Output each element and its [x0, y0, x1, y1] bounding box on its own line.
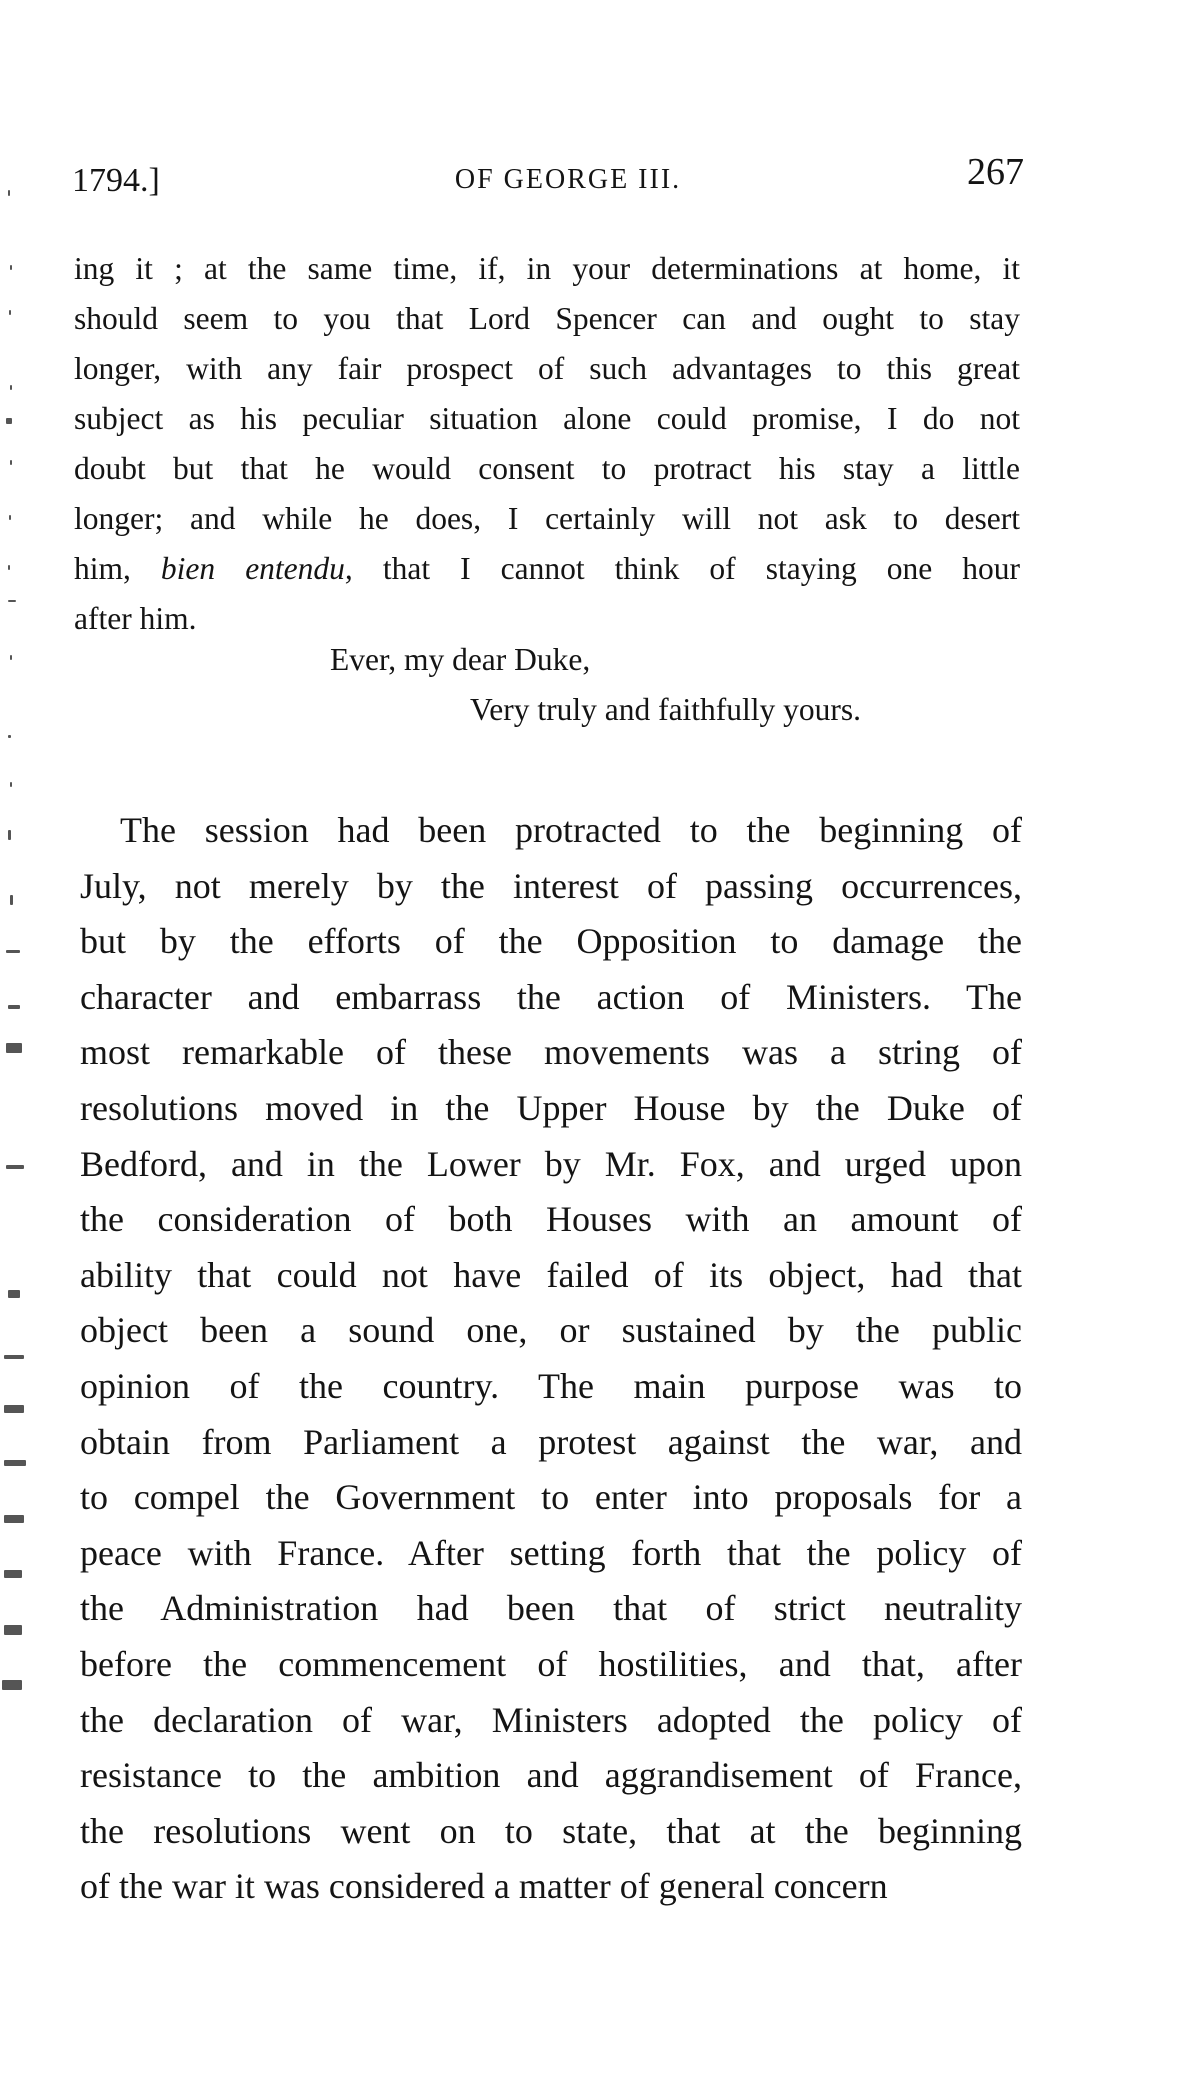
narrative-line: character and embarrass the action of Ministers. The [80, 976, 1022, 1017]
italic-line-after: that I cannot think of staying one hour [352, 551, 1020, 586]
letter-salutation: Ever, my dear Duke, [330, 642, 591, 677]
bleed-speck [4, 1405, 24, 1413]
narrative-line: Bedford, and in the Lower by Mr. Fox, and urged upon [80, 1143, 1022, 1184]
bleed-speck [6, 950, 20, 953]
narrative-line: the Administration had been that of strict neutrality [80, 1588, 1022, 1629]
bleed-speck [9, 310, 11, 315]
letter-last-line: after him. [74, 601, 197, 636]
letter-signoff: Very truly and faithfully yours. [470, 692, 862, 727]
narrative-line: July, not merely by the interest of passing occurrences, [80, 865, 1022, 906]
bleed-speck [10, 895, 13, 905]
bleed-speck [8, 565, 10, 570]
bleed-speck [4, 1570, 22, 1578]
narrative-line: the declaration of war, Ministers adopted the policy of [80, 1699, 1022, 1740]
header-year: 1794.] [72, 162, 160, 199]
bleed-speck [6, 1165, 24, 1169]
narrative-line: ability that could not have failed of its object, had that [80, 1254, 1022, 1295]
italic-phrase: bien entendu, [160, 551, 353, 586]
facing-page-bleed [0, 160, 40, 2020]
narrative-line: but by the efforts of the Opposition to damage the [80, 921, 1022, 962]
letter-line: longer; and while he does, I certainly will not ask to desert [74, 501, 1020, 536]
narrative-line: most remarkable of these movements was a string of [80, 1032, 1022, 1073]
narrative-line: to compel the Government to enter into proposals for a [80, 1477, 1022, 1518]
letter-line: should seem to you that Lord Spencer can and ought to stay [74, 301, 1020, 336]
bleed-speck [10, 782, 12, 787]
narrative-line: The session had been protracted to the beginning of [120, 810, 1022, 850]
narrative-line: object been a sound one, or sustained by the public [80, 1310, 1022, 1351]
letter-line: ing it ; at the same time, if, in your determinations at home, it [74, 251, 1020, 286]
bleed-speck [10, 385, 12, 390]
narrative-paragraph [80, 803, 1022, 1915]
bleed-speck [10, 460, 12, 465]
page-number: 267 [967, 151, 1024, 193]
letter-line: longer, with any fair prospect of such advantages to this great [74, 351, 1020, 386]
narrative-line: opinion of the country. The main purpose was to [80, 1365, 1022, 1406]
bleed-speck [4, 1625, 22, 1635]
narrative-line: resistance to the ambition and aggrandisement of France, [80, 1755, 1022, 1796]
narrative-line: obtain from Parliament a protest against the war, and [80, 1421, 1022, 1462]
bleed-speck [8, 735, 11, 738]
bleed-speck [8, 1005, 20, 1009]
narrative-line: before the commencement of hostilities, and that, after [80, 1643, 1022, 1684]
bleed-speck [8, 1290, 20, 1298]
italic-line-before: him, [74, 551, 161, 586]
letter-line-italic [74, 544, 1020, 594]
running-header [72, 150, 1024, 210]
bleed-speck [8, 600, 16, 602]
narrative-line: the resolutions went on to state, that at the beginning [80, 1810, 1022, 1851]
narrative-line: the consideration of both Houses with an amount of [80, 1199, 1022, 1240]
bleed-speck [9, 515, 11, 520]
letter-text [74, 244, 1020, 644]
bleed-speck [8, 190, 10, 196]
bleed-speck [8, 830, 11, 840]
bleed-speck [2, 1680, 22, 1690]
bleed-speck [4, 1515, 24, 1523]
bleed-speck [4, 1355, 24, 1359]
letter-line: doubt but that he would consent to protract his stay a little [74, 451, 1020, 486]
narrative-line: peace with France. After setting forth that the policy of [80, 1532, 1022, 1573]
letter-line: subject as his peculiar situation alone could promise, I do not [74, 401, 1020, 436]
bleed-speck [6, 1043, 22, 1053]
bleed-speck [10, 655, 12, 660]
bleed-speck [4, 1460, 26, 1466]
header-title: OF GEORGE III. [454, 164, 682, 195]
bleed-speck [6, 418, 12, 424]
narrative-line: resolutions moved in the Upper House by the Duke of [80, 1087, 1022, 1128]
bleed-speck [10, 265, 12, 270]
narrative-line: of the war it was considered a matter of general concern [80, 1866, 888, 1907]
